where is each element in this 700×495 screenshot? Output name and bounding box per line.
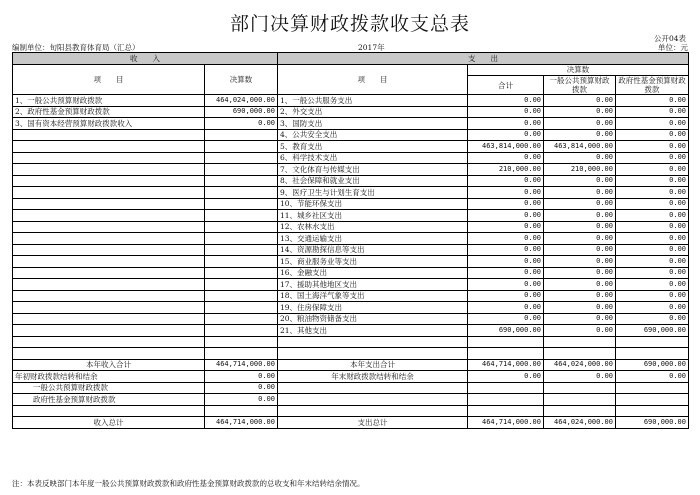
empty-cell xyxy=(205,336,278,348)
expense-total: 0.00 xyxy=(468,267,544,279)
expense-fund: 0.00 xyxy=(616,106,689,118)
income-item xyxy=(13,129,205,141)
expense-item: 14、资源勘探信息等支出 xyxy=(278,244,468,256)
empty-cell xyxy=(616,348,689,360)
carry-in-value: 0.00 xyxy=(205,371,278,383)
table-row xyxy=(13,164,689,176)
expense-total: 0.00 xyxy=(468,290,544,302)
expense-general: 0.00 xyxy=(544,221,616,233)
expense-general: 0.00 xyxy=(544,95,616,107)
table-row xyxy=(13,118,689,130)
empty-cell xyxy=(544,394,616,406)
empty-cell xyxy=(278,348,468,360)
income-item xyxy=(13,187,205,199)
income-item xyxy=(13,325,205,337)
carry-out-total: 0.00 xyxy=(468,371,544,383)
income-item xyxy=(13,141,205,153)
empty-cell xyxy=(544,382,616,394)
income-item xyxy=(13,279,205,291)
income-value xyxy=(205,129,278,141)
carry-out-general: 0.00 xyxy=(544,371,616,383)
income-value xyxy=(205,175,278,187)
table-row xyxy=(13,313,689,325)
income-final-header: 决算数 xyxy=(205,64,278,95)
income-item xyxy=(13,302,205,314)
column-header-row xyxy=(13,64,689,76)
expense-final-header: 决算数 xyxy=(468,64,689,76)
expense-general: 0.00 xyxy=(544,210,616,222)
footnote: 注：本表反映部门本年度一般公共预算财政拨款和政府性基金预算财政拨款的总收支和年末结转结余情况。 xyxy=(12,479,365,488)
empty-cell xyxy=(278,382,468,394)
table-row xyxy=(13,210,689,222)
table-row xyxy=(13,279,689,291)
carry-out-label: 年末财政拨款结转和结余 xyxy=(278,371,468,383)
expense-item: 15、商业服务业等支出 xyxy=(278,256,468,268)
expense-total: 0.00 xyxy=(468,95,544,107)
empty-cell xyxy=(278,405,468,417)
table-row xyxy=(13,106,689,118)
expense-fund: 0.00 xyxy=(616,233,689,245)
income-item xyxy=(13,233,205,245)
expense-total: 0.00 xyxy=(468,198,544,210)
empty-cell xyxy=(13,348,205,360)
table-row xyxy=(13,325,689,337)
table-row xyxy=(13,187,689,199)
expense-fund: 0.00 xyxy=(616,175,689,187)
income-header: 收 入 xyxy=(13,53,278,65)
grand-total-row xyxy=(13,417,689,429)
table-row xyxy=(13,302,689,314)
expense-fund: 0.00 xyxy=(616,313,689,325)
expense-general: 463,814,000.00 xyxy=(544,141,616,153)
expense-item: 16、金融支出 xyxy=(278,267,468,279)
general-budget-header: 一般公共预算财政拨款 xyxy=(544,76,616,95)
expense-general: 0.00 xyxy=(544,267,616,279)
income-value xyxy=(205,210,278,222)
carry-in-label: 年初财政拨款结转和结余 xyxy=(13,371,205,383)
expense-item: 18、国土海洋气象等支出 xyxy=(278,290,468,302)
report-year: 2017年 xyxy=(358,43,385,52)
carry-general-label: 一般公共预算财政拨款 xyxy=(13,382,205,394)
expense-total: 0.00 xyxy=(468,106,544,118)
expense-total: 0.00 xyxy=(468,129,544,141)
income-item xyxy=(13,267,205,279)
table-row xyxy=(13,95,689,107)
expense-fund: 0.00 xyxy=(616,152,689,164)
expense-total: 0.00 xyxy=(468,187,544,199)
empty-cell xyxy=(468,336,544,348)
expense-general: 0.00 xyxy=(544,313,616,325)
table-row xyxy=(13,267,689,279)
carry-out-fund: 0.00 xyxy=(616,371,689,383)
expense-fund: 0.00 xyxy=(616,290,689,302)
grand-income-value: 464,714,000.00 xyxy=(205,417,278,429)
expense-general: 0.00 xyxy=(544,175,616,187)
income-value: 690,000.00 xyxy=(205,106,278,118)
expense-total: 0.00 xyxy=(468,244,544,256)
expense-general: 0.00 xyxy=(544,256,616,268)
expense-total: 0.00 xyxy=(468,256,544,268)
carry-general-value: 0.00 xyxy=(205,382,278,394)
expense-fund: 0.00 xyxy=(616,244,689,256)
expense-total: 0.00 xyxy=(468,152,544,164)
expense-header: 支 出 xyxy=(278,53,689,65)
expense-item: 2、外交支出 xyxy=(278,106,468,118)
income-value xyxy=(205,141,278,153)
income-item: 3、国有资本经营预算财政拨款收入 xyxy=(13,118,205,130)
carry-fund-label: 政府性基金预算财政拨款 xyxy=(13,394,205,406)
income-item xyxy=(13,198,205,210)
income-item xyxy=(13,221,205,233)
income-value: 464,024,000.00 xyxy=(205,95,278,107)
income-item: 1、一般公共预算财政拨款 xyxy=(13,95,205,107)
expense-general: 0.00 xyxy=(544,198,616,210)
expense-total: 0.00 xyxy=(468,302,544,314)
total-row xyxy=(13,359,689,371)
expense-fund: 0.00 xyxy=(616,302,689,314)
income-value xyxy=(205,313,278,325)
table-row xyxy=(13,129,689,141)
expense-total: 690,000.00 xyxy=(468,325,544,337)
compiler-unit: 编制单位：旬阳县教育体育局（汇总） xyxy=(12,43,140,52)
income-item: 2、政府性基金预算财政拨款 xyxy=(13,106,205,118)
income-value xyxy=(205,164,278,176)
income-item xyxy=(13,175,205,187)
table-row xyxy=(13,152,689,164)
grand-expense-fund: 690,000.00 xyxy=(616,417,689,429)
income-value xyxy=(205,302,278,314)
empty-cell xyxy=(544,348,616,360)
grand-expense-label: 支出总计 xyxy=(278,417,468,429)
expense-fund: 0.00 xyxy=(616,256,689,268)
table-row xyxy=(13,290,689,302)
expense-fund: 0.00 xyxy=(616,164,689,176)
income-value xyxy=(205,152,278,164)
page-title: 部门决算财政拨款收支总表 xyxy=(229,13,470,35)
expense-item: 9、医疗卫生与计划生育支出 xyxy=(278,187,468,199)
income-value xyxy=(205,279,278,291)
expense-general: 0.00 xyxy=(544,187,616,199)
income-item xyxy=(13,313,205,325)
expense-general: 0.00 xyxy=(544,233,616,245)
expense-total-fund: 690,000.00 xyxy=(616,359,689,371)
expense-item: 8、社会保障和就业支出 xyxy=(278,175,468,187)
income-item xyxy=(13,256,205,268)
expense-general: 0.00 xyxy=(544,152,616,164)
expense-item: 5、教育支出 xyxy=(278,141,468,153)
expense-fund: 0.00 xyxy=(616,198,689,210)
empty-cell xyxy=(468,394,544,406)
expense-item: 21、其他支出 xyxy=(278,325,468,337)
income-value xyxy=(205,325,278,337)
expense-item: 17、援助其他地区支出 xyxy=(278,279,468,291)
empty-cell xyxy=(468,405,544,417)
grand-expense-total: 464,714,000.00 xyxy=(468,417,544,429)
expense-item: 13、交通运输支出 xyxy=(278,233,468,245)
expense-fund: 0.00 xyxy=(616,141,689,153)
expense-fund: 0.00 xyxy=(616,279,689,291)
empty-row xyxy=(13,405,689,417)
table-row xyxy=(13,141,689,153)
form-number: 公开04表 xyxy=(653,34,686,43)
expense-total: 0.00 xyxy=(468,279,544,291)
income-value xyxy=(205,198,278,210)
expense-total-sum: 464,714,000.00 xyxy=(468,359,544,371)
income-value xyxy=(205,244,278,256)
expense-total-general: 464,024,000.00 xyxy=(544,359,616,371)
income-item xyxy=(13,164,205,176)
income-total-label: 本年收入合计 xyxy=(13,359,205,371)
expense-general: 0.00 xyxy=(544,118,616,130)
expense-general: 0.00 xyxy=(544,302,616,314)
empty-cell xyxy=(205,405,278,417)
expense-item: 7、文化体育与传媒支出 xyxy=(278,164,468,176)
expense-fund: 0.00 xyxy=(616,129,689,141)
carry-general-row xyxy=(13,382,689,394)
income-value xyxy=(205,267,278,279)
expense-general: 0.00 xyxy=(544,279,616,291)
expense-fund: 0.00 xyxy=(616,221,689,233)
income-value xyxy=(205,256,278,268)
expense-fund: 0.00 xyxy=(616,95,689,107)
expense-item: 11、城乡社区支出 xyxy=(278,210,468,222)
section-header-row xyxy=(13,53,689,65)
income-value xyxy=(205,187,278,199)
table-row xyxy=(13,198,689,210)
income-value xyxy=(205,233,278,245)
expense-general: 0.00 xyxy=(544,325,616,337)
expense-general: 0.00 xyxy=(544,244,616,256)
table-row xyxy=(13,175,689,187)
expense-item: 20、粮油物资储备支出 xyxy=(278,313,468,325)
expense-item: 6、科学技术支出 xyxy=(278,152,468,164)
expense-total-label: 本年支出合计 xyxy=(278,359,468,371)
income-item-header: 项 目 xyxy=(13,64,205,95)
carry-row xyxy=(13,371,689,383)
expense-total: 210,000.00 xyxy=(468,164,544,176)
empty-cell xyxy=(616,394,689,406)
expense-total: 0.00 xyxy=(468,221,544,233)
expense-total: 0.00 xyxy=(468,313,544,325)
expense-general: 210,000.00 xyxy=(544,164,616,176)
expense-total: 463,814,000.00 xyxy=(468,141,544,153)
expense-item-header: 项 目 xyxy=(278,64,468,95)
expense-total: 0.00 xyxy=(468,210,544,222)
total-header: 合计 xyxy=(468,76,544,95)
empty-cell xyxy=(468,348,544,360)
empty-cell xyxy=(544,405,616,417)
currency-unit: 单位：元 xyxy=(658,43,688,52)
empty-cell xyxy=(278,336,468,348)
income-total-value: 464,714,000.00 xyxy=(205,359,278,371)
expense-fund: 0.00 xyxy=(616,210,689,222)
empty-cell xyxy=(13,405,205,417)
expense-total: 0.00 xyxy=(468,233,544,245)
finance-table xyxy=(12,52,689,429)
expense-fund: 690,000.00 xyxy=(616,325,689,337)
expense-item: 4、公共安全支出 xyxy=(278,129,468,141)
expense-general: 0.00 xyxy=(544,106,616,118)
expense-total: 0.00 xyxy=(468,118,544,130)
income-value: 0.00 xyxy=(205,118,278,130)
fund-budget-header: 政府性基金预算财政拨款 xyxy=(616,76,689,95)
income-item xyxy=(13,244,205,256)
empty-cell xyxy=(13,336,205,348)
grand-income-label: 收入总计 xyxy=(13,417,205,429)
carry-fund-value: 0.00 xyxy=(205,394,278,406)
income-value xyxy=(205,221,278,233)
empty-cell xyxy=(616,336,689,348)
table-row xyxy=(13,221,689,233)
expense-fund: 0.00 xyxy=(616,187,689,199)
empty-cell xyxy=(616,405,689,417)
empty-cell xyxy=(468,382,544,394)
expense-item: 19、住房保障支出 xyxy=(278,302,468,314)
expense-item: 10、节能环保支出 xyxy=(278,198,468,210)
empty-row xyxy=(13,348,689,360)
expense-item: 1、一般公共服务支出 xyxy=(278,95,468,107)
grand-expense-general: 464,024,000.00 xyxy=(544,417,616,429)
table-meta xyxy=(12,42,688,52)
empty-cell xyxy=(278,394,468,406)
expense-fund: 0.00 xyxy=(616,118,689,130)
table-row xyxy=(13,256,689,268)
expense-fund: 0.00 xyxy=(616,267,689,279)
empty-row xyxy=(13,336,689,348)
carry-fund-row xyxy=(13,394,689,406)
table-row xyxy=(13,233,689,245)
expense-item: 3、国防支出 xyxy=(278,118,468,130)
income-item xyxy=(13,210,205,222)
income-item xyxy=(13,152,205,164)
expense-item: 12、农林水支出 xyxy=(278,221,468,233)
empty-cell xyxy=(544,336,616,348)
table-row xyxy=(13,244,689,256)
income-value xyxy=(205,290,278,302)
empty-cell xyxy=(205,348,278,360)
expense-general: 0.00 xyxy=(544,129,616,141)
expense-general: 0.00 xyxy=(544,290,616,302)
income-item xyxy=(13,290,205,302)
expense-total: 0.00 xyxy=(468,175,544,187)
empty-cell xyxy=(616,382,689,394)
